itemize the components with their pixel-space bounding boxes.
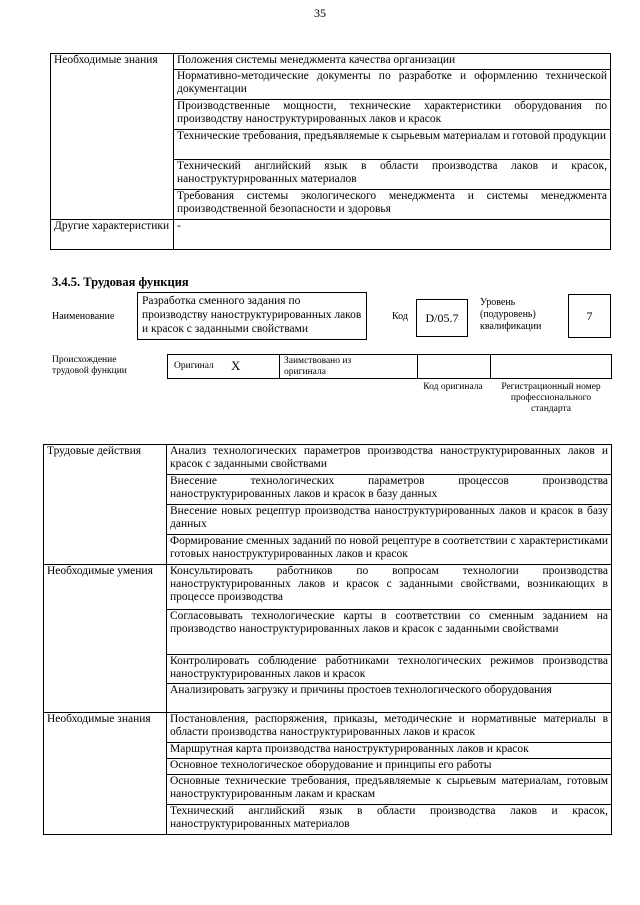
level-box: 7 — [568, 294, 611, 338]
table-cell: Технический английский язык в области производства лаков и красок, наноструктурированных материалов — [174, 160, 611, 190]
table-cell: - — [174, 220, 611, 250]
table-cell: Нормативно-методические документы по разработке и оформлению технической документации — [174, 70, 611, 100]
code-caption: Код оригинала — [423, 382, 483, 392]
divider — [279, 355, 280, 378]
page-number: 35 — [314, 6, 326, 20]
table-cell: Внесение новых рецептур производства наноструктурированных лаков и красок в базу данных — [167, 505, 612, 535]
section-title: 3.4.5. Трудовая функция — [52, 275, 189, 289]
table-cell: Постановления, распоряжения, приказы, методические и нормативные материалы в области производства наноструктурированных лаков и красок — [167, 713, 612, 743]
row-label-other: Другие характеристики — [51, 220, 174, 250]
original-label: Оригинал — [174, 361, 214, 371]
table-cell: Технический английский язык в области производства лаков и красок, наноструктурированных материалов — [167, 805, 612, 835]
table-cell: Требования системы экологического менеджмента и системы менеджмента производственной безопасности и здоровья — [174, 190, 611, 220]
table-cell: Основные технические требования, предъявляемые к сырьевым материалам, готовым наноструктурированным лакам и краскам — [167, 775, 612, 805]
table-cell: Маршрутная карта производства наноструктурированных лаков и красок — [167, 743, 612, 759]
labor-function-table — [43, 444, 612, 835]
code-label: Код — [392, 311, 408, 322]
table-cell: Производственные мощности, технические характеристики оборудования по производству наноструктурированных лаков и красок — [174, 100, 611, 130]
table-cell: Анализировать загрузку и причины простоев технологического оборудования — [167, 684, 612, 713]
level-label: Уровень (подуровень) квалификации — [480, 297, 542, 332]
table-cell: Внесение технологических параметров процессов производства наноструктурированных лаков и красок в базу данных — [167, 475, 612, 505]
origin-table — [167, 354, 612, 379]
knowledge-table-continued — [50, 53, 611, 250]
divider — [490, 355, 491, 378]
row-label-actions: Трудовые действия — [44, 445, 167, 565]
original-mark: X — [231, 358, 241, 373]
row-label-knowledge: Необходимые знания — [44, 713, 167, 835]
divider — [417, 355, 418, 378]
registration-caption: Регистрационный номер профессионального стандарта — [501, 382, 601, 414]
table-cell: Контролировать соблюдение работниками технологических режимов производства наноструктурированных лаков и красок — [167, 655, 612, 684]
name-label: Наименование — [52, 311, 115, 322]
borrowed-label: Заимствовано из оригинала — [284, 356, 352, 377]
table-cell: Согласовывать технологические карты в соответствии со сменным заданием на производство наноструктурированных лаков и красок с заданными свойствами — [167, 610, 612, 655]
table-cell: Технические требования, предъявляемые к сырьевым материалам и готовой продукции — [174, 130, 611, 160]
code-box: D/05.7 — [416, 299, 468, 337]
table-cell: Анализ технологических параметров производства наноструктурированных лаков и красок с заданными свойствами — [167, 445, 612, 475]
table-cell: Основное технологическое оборудование и принципы его работы — [167, 759, 612, 775]
row-label-skills: Необходимые умения — [44, 565, 167, 713]
function-name-box: Разработка сменного задания по производству наноструктурированных лаков и красок с заданными свойствами — [137, 292, 367, 340]
row-label-knowledge: Необходимые знания — [51, 54, 174, 220]
table-cell: Консультировать работников по вопросам технологии производства наноструктурированных лаков и красок с заданными свойствами, возникающих в процессе производства — [167, 565, 612, 610]
origin-label: Происхождение трудовой функции — [52, 355, 127, 376]
table-cell: Формирование сменных заданий по новой рецептуре в соответствии с характеристиками готовых наноструктурированных лаков и красок — [167, 535, 612, 565]
table-cell: Положения системы менеджмента качества организации — [174, 54, 611, 70]
